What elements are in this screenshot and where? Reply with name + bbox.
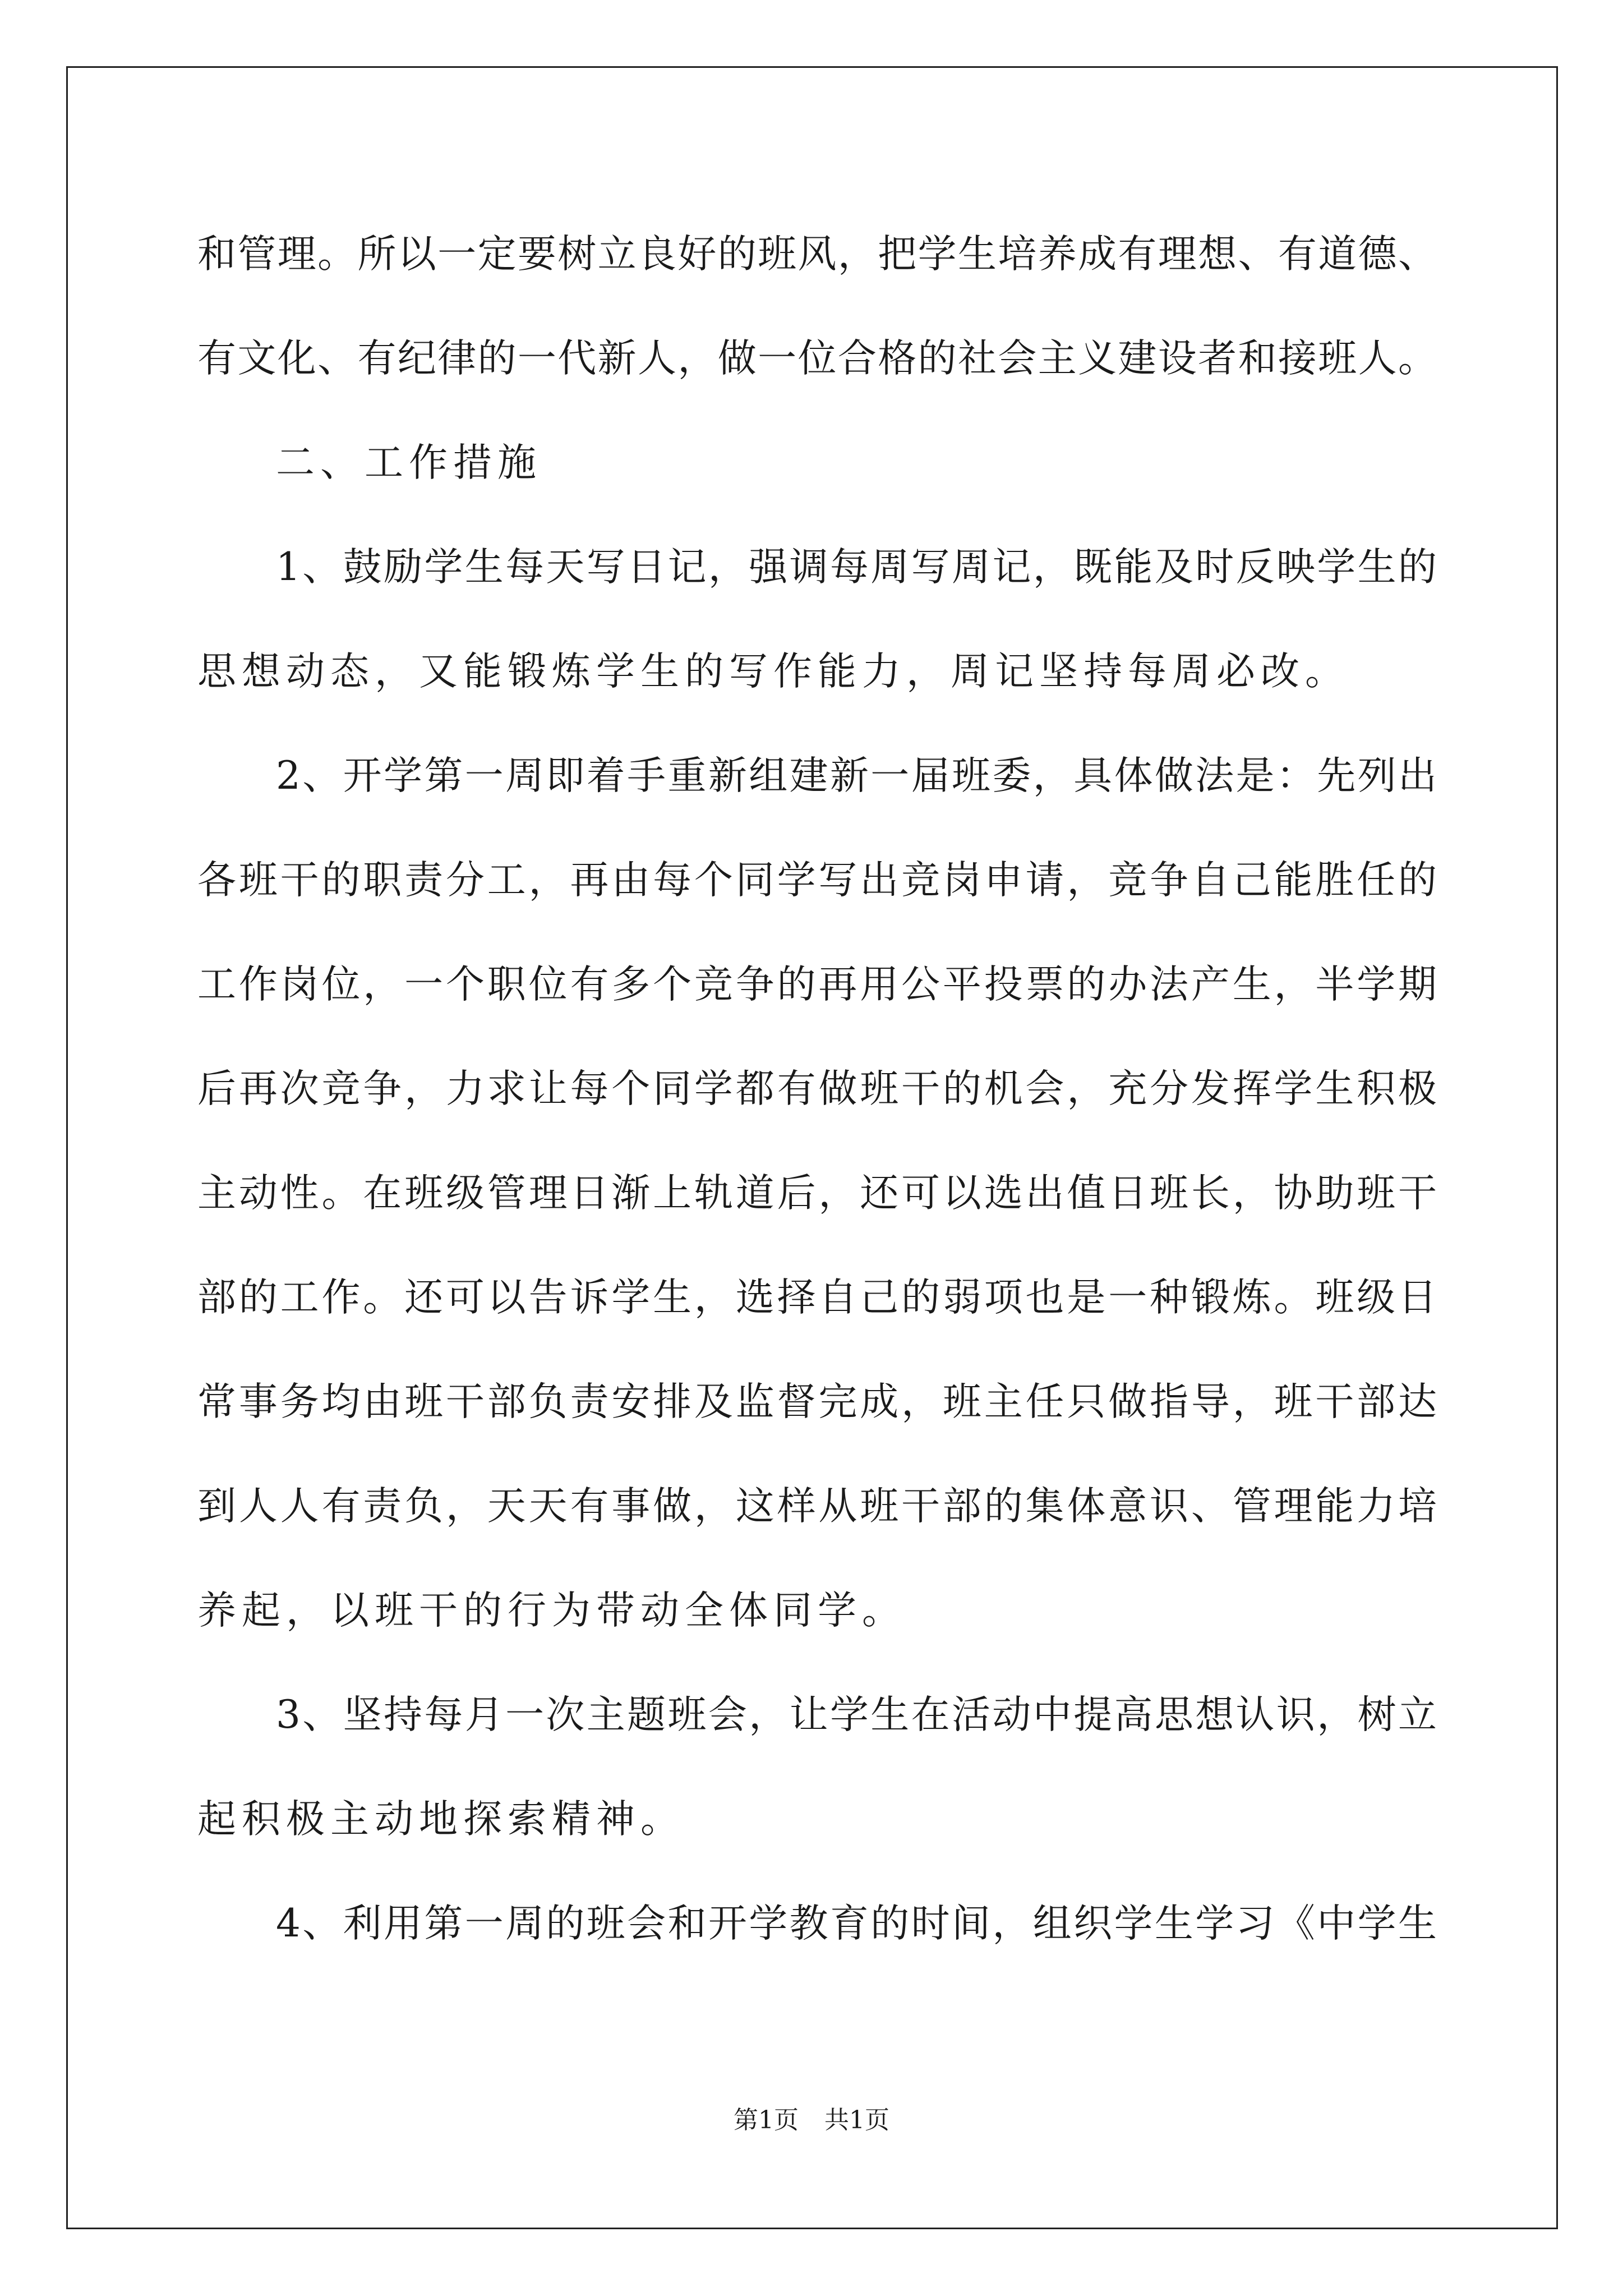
text-line: 思想动态，又能锻炼学生的写作能力，周记坚持每周必改。 [197, 649, 1349, 694]
section-heading: 二、工作措施 [276, 440, 542, 485]
text-line: 2、开学第一周即着手重新组建新一届班委，具体做法是：先列出 [276, 753, 1437, 798]
text-line: 和管理。所以一定要树立良好的班风，把学生培养成有理想、有道德、 [197, 232, 1437, 277]
text-line: 4、利用第一周的班会和开学教育的时间，组织学生学习《中学生 [276, 1901, 1437, 1946]
text-line: 各班干的职责分工，再由每个同学写出竞岗申请，竞争自己能胜任的 [197, 858, 1437, 903]
text-line: 养起，以班干的行为带动全体同学。 [197, 1588, 906, 1633]
text-line: 主动性。在班级管理日渐上轨道后，还可以选出值日班长，协助班干 [197, 1171, 1437, 1216]
text-line: 到人人有责负，天天有事做，这样从班干部的集体意识、管理能力培 [197, 1484, 1437, 1529]
text-line: 部的工作。还可以告诉学生，选择自己的弱项也是一种锻炼。班级日 [197, 1275, 1437, 1320]
text-line: 3、坚持每月一次主题班会，让学生在活动中提高思想认识，树立 [276, 1692, 1437, 1737]
page-footer [0, 2104, 1623, 2137]
page-number: 第1页 [734, 2106, 799, 2134]
document-body [197, 202, 1437, 1976]
text-line: 工作岗位，一个职位有多个竞争的再用公平投票的办法产生，半学期 [197, 962, 1437, 1007]
text-line: 后再次竞争，力求让每个同学都有做班干的机会，充分发挥学生积极 [197, 1066, 1437, 1111]
text-line: 有文化、有纪律的一代新人，做一位合格的社会主义建设者和接班人。 [197, 336, 1437, 381]
text-line: 起积极主动地探索精神。 [197, 1797, 685, 1842]
text-line: 常事务均由班干部负责安排及监督完成，班主任只做指导，班干部达 [197, 1379, 1437, 1424]
page-total: 共1页 [824, 2106, 889, 2134]
text-line: 1、鼓励学生每天写日记，强调每周写周记，既能及时反映学生的 [276, 545, 1437, 590]
